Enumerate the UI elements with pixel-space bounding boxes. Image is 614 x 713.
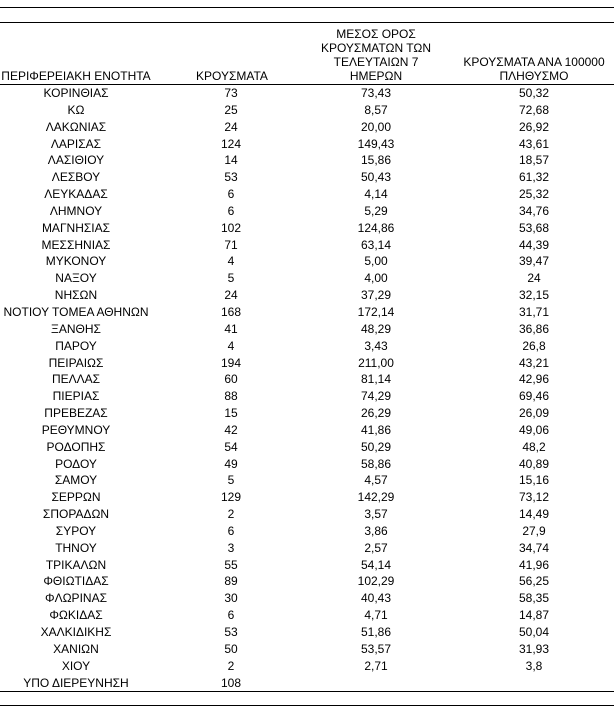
- cell-cases: 108: [220, 675, 242, 690]
- cell-cases: 6: [227, 523, 235, 538]
- cell-per-100k: 50,32: [518, 86, 550, 100]
- table-row: [0, 439, 614, 456]
- table-row: [0, 675, 614, 692]
- table-row: [0, 557, 614, 574]
- cell-region: ΡΕΘΥΜΝΟΥ: [41, 422, 111, 437]
- header-avg-line3: ΤΕΛΕΥΤΑΙΩΝ 7 ΗΜΕΡΩΝ: [333, 55, 419, 83]
- bottom-rule-1: [0, 691, 614, 692]
- table-row: [0, 84, 614, 102]
- table-row: [0, 624, 614, 641]
- cell-region: ΤΗΝΟΥ: [55, 540, 97, 555]
- cell-region: ΦΛΩΡΙΝΑΣ: [45, 591, 107, 606]
- cell-cases: 2: [227, 507, 235, 522]
- cell-region: ΠΑΡΟΥ: [55, 338, 97, 353]
- cell-region: ΡΟΔΟΥ: [55, 456, 97, 471]
- cell-per-100k: 42,96: [518, 372, 550, 387]
- header-region: ΠΕΡΙΦΕΡΕΙΑΚΗ ΕΝΟΤΗΤΑ: [1, 69, 151, 83]
- cell-per-100k: 40,89: [518, 456, 550, 471]
- cell-per-100k: 31,93: [518, 641, 550, 656]
- table-row: [0, 220, 614, 237]
- cell-region: ΛΑΡΙΣΑΣ: [50, 136, 102, 151]
- table-row: [0, 590, 614, 607]
- cell-region: ΜΑΓΝΗΣΙΑΣ: [41, 220, 111, 235]
- cell-avg-7day: 4,57: [364, 473, 388, 488]
- cell-per-100k: 36,86: [518, 321, 550, 336]
- cell-cases: 5: [227, 271, 235, 286]
- cell-per-100k: 69,46: [518, 389, 550, 404]
- cell-avg-7day: 5,00: [364, 254, 388, 269]
- cell-per-100k: 50,04: [518, 625, 550, 639]
- cell-region: ΞΑΝΘΗΣ: [51, 321, 101, 336]
- table-row: [0, 355, 614, 372]
- cell-per-100k: 31,71: [518, 304, 550, 319]
- cell-per-100k: 39,47: [518, 254, 550, 269]
- cell-avg-7day: 26,29: [360, 406, 392, 421]
- cell-cases: 14: [224, 153, 238, 168]
- cell-avg-7day: 211,00: [358, 355, 394, 370]
- cell-avg-7day: 149,43: [357, 136, 395, 151]
- table-row: [0, 253, 614, 270]
- cell-cases: 15: [224, 406, 238, 421]
- cell-region: ΛΗΜΝΟΥ: [49, 203, 103, 218]
- cell-region: ΣΑΜΟΥ: [54, 473, 98, 488]
- table-row: [0, 523, 614, 540]
- cell-avg-7day: 50,43: [360, 170, 392, 185]
- cell-region: ΚΟΡΙΝΘΙΑΣ: [43, 86, 109, 100]
- cell-per-100k: 49,06: [518, 422, 550, 437]
- cell-avg-7day: 53,57: [360, 641, 392, 656]
- cell-per-100k: 48,2: [522, 439, 546, 454]
- cell-per-100k: 18,57: [518, 153, 550, 168]
- table-row: [0, 152, 614, 169]
- cell-cases: 168: [220, 304, 242, 319]
- cell-avg-7day: 4,71: [364, 608, 388, 623]
- cell-cases: 50: [224, 641, 238, 656]
- cell-cases: 24: [224, 288, 238, 303]
- cell-region: ΜΕΣΣΗΝΙΑΣ: [41, 237, 111, 252]
- table-row: [0, 237, 614, 254]
- header-per100k-line1: ΚΡΟΥΣΜΑΤΑ ΑΝΑ 100000: [463, 55, 605, 69]
- cell-cases: 2: [227, 658, 235, 673]
- table-row: [0, 119, 614, 136]
- cell-per-100k: 53,68: [518, 220, 550, 235]
- cell-cases: 42: [224, 422, 238, 437]
- table-row: [0, 472, 614, 489]
- cell-avg-7day: 73,43: [360, 86, 392, 100]
- cell-per-100k: 14,87: [518, 608, 550, 623]
- cell-avg-7day: 2,57: [364, 540, 388, 555]
- cell-per-100k: 44,39: [518, 237, 550, 252]
- header-avg-7day: [308, 27, 444, 83]
- cell-per-100k: 26,92: [518, 119, 550, 134]
- bottom-rule-2: [0, 705, 614, 706]
- cell-per-100k: 34,76: [518, 203, 550, 218]
- header-avg-line1: ΜΕΣΟΣ ΟΡΟΣ: [336, 27, 416, 41]
- cell-cases: 71: [224, 237, 238, 252]
- cell-avg-7day: 3,43: [364, 338, 388, 353]
- table-row: [0, 169, 614, 186]
- cell-region: ΠΕΛΛΑΣ: [51, 372, 101, 387]
- cell-region: ΦΘΙΩΤΙΔΑΣ: [43, 574, 109, 589]
- cell-cases: 6: [227, 187, 235, 202]
- cell-region: ΠΡΕΒΕΖΑΣ: [44, 406, 108, 421]
- table-row: [0, 573, 614, 590]
- table-row: [0, 203, 614, 220]
- cell-avg-7day: 20,00: [360, 119, 392, 134]
- cell-per-100k: 56,25: [518, 574, 550, 589]
- cell-region: ΜΥΚΟΝΟΥ: [45, 254, 107, 269]
- cell-avg-7day: 40,43: [360, 591, 392, 606]
- table-row: [0, 321, 614, 338]
- table-header: [0, 24, 614, 83]
- cell-cases: 49: [224, 456, 238, 471]
- cell-cases: 194: [220, 355, 242, 370]
- table-row: [0, 607, 614, 624]
- cell-per-100k: 61,32: [518, 170, 550, 185]
- cell-avg-7day: 5,29: [364, 203, 388, 218]
- table-row: [0, 270, 614, 287]
- table-row: [0, 102, 614, 119]
- cell-per-100k: 43,21: [518, 355, 550, 370]
- table-row: [0, 405, 614, 422]
- cell-avg-7day: 54,14: [360, 557, 392, 572]
- cell-per-100k: 72,68: [518, 102, 550, 117]
- table-row: [0, 371, 614, 388]
- cell-region: ΣΠΟΡΑΔΩΝ: [42, 507, 110, 522]
- table-row: [0, 136, 614, 153]
- table-row: [0, 641, 614, 658]
- cell-cases: 30: [224, 591, 238, 606]
- table-row: [0, 489, 614, 506]
- table-row: [0, 338, 614, 355]
- cell-region: ΣΕΡΡΩΝ: [51, 490, 101, 505]
- cell-avg-7day: 4,00: [364, 271, 388, 286]
- table-body: [0, 84, 614, 691]
- cell-cases: 3: [227, 540, 235, 555]
- cell-region: ΧΙΟΥ: [61, 658, 91, 673]
- cell-region: ΚΩ: [67, 102, 85, 117]
- cell-cases: 5: [227, 473, 235, 488]
- cell-per-100k: 32,15: [518, 288, 550, 303]
- cell-avg-7day: 74,29: [360, 389, 392, 404]
- cell-avg-7day: 81,14: [360, 372, 392, 387]
- cell-cases: 129: [220, 490, 242, 505]
- cell-per-100k: 43,61: [518, 136, 550, 151]
- table-row: [0, 422, 614, 439]
- cell-cases: 53: [224, 170, 238, 185]
- cell-avg-7day: 37,29: [360, 288, 392, 303]
- cell-per-100k: 58,35: [518, 591, 550, 606]
- header-cases: ΚΡΟΥΣΜΑΤΑ: [196, 69, 268, 83]
- cell-region: ΠΙΕΡΙΑΣ: [52, 389, 100, 404]
- cell-per-100k: 26,8: [522, 338, 546, 353]
- cell-avg-7day: 172,14: [357, 304, 395, 319]
- cell-region: ΠΕΙΡΑΙΩΣ: [48, 355, 104, 370]
- cell-region: ΣΥΡΟΥ: [55, 523, 97, 538]
- table-row: [0, 287, 614, 304]
- cell-cases: 4: [227, 254, 235, 269]
- cell-cases: 24: [224, 119, 238, 134]
- cell-per-100k: 24: [527, 271, 541, 286]
- cell-cases: 6: [227, 203, 235, 218]
- cell-cases: 102: [220, 220, 242, 235]
- cell-per-100k: 14,49: [518, 507, 550, 522]
- cell-avg-7day: 124,86: [357, 220, 395, 235]
- header-per-100k: [458, 55, 610, 83]
- cell-cases: 88: [224, 389, 238, 404]
- cell-region: ΛΑΚΩΝΙΑΣ: [45, 119, 107, 134]
- table-row: [0, 186, 614, 203]
- cell-avg-7day: 41,86: [360, 422, 392, 437]
- cell-cases: 55: [224, 557, 238, 572]
- cell-per-100k: 15,16: [518, 473, 550, 488]
- cell-per-100k: 3,8: [525, 658, 543, 673]
- table-row: [0, 506, 614, 523]
- cell-region: ΛΕΣΒΟΥ: [51, 170, 101, 185]
- cell-avg-7day: 8,57: [364, 102, 388, 117]
- table-row: [0, 456, 614, 473]
- cell-avg-7day: 2,71: [364, 658, 388, 673]
- cell-cases: 4: [227, 338, 235, 353]
- cell-region: ΧΑΝΙΩΝ: [53, 641, 99, 656]
- cell-avg-7day: 51,86: [360, 625, 392, 639]
- cell-region: ΛΕΥΚΑΔΑΣ: [44, 187, 108, 202]
- cell-avg-7day: 142,29: [357, 490, 395, 505]
- cell-avg-7day: 15,86: [360, 153, 392, 168]
- cell-cases: 53: [224, 625, 238, 639]
- cell-cases: 89: [224, 574, 238, 589]
- cell-region: ΝΑΞΟΥ: [55, 271, 97, 286]
- cell-cases: 60: [224, 372, 238, 387]
- cell-region: ΡΟΔΟΠΗΣ: [46, 439, 106, 454]
- header-per100k-line2: ΠΛΗΘΥΣΜΟ: [499, 69, 569, 83]
- cell-region: ΧΑΛΚΙΔΙΚΗΣ: [40, 625, 112, 639]
- table-row: [0, 540, 614, 557]
- cell-avg-7day: 50,29: [360, 439, 392, 454]
- cell-avg-7day: 102,29: [357, 574, 395, 589]
- cell-avg-7day: 63,14: [360, 237, 392, 252]
- top-rule-2: [0, 22, 614, 23]
- cell-per-100k: 73,12: [518, 490, 550, 505]
- cell-cases: 41: [224, 321, 238, 336]
- cell-per-100k: 26,09: [518, 406, 550, 421]
- cell-cases: 124: [220, 136, 242, 151]
- header-avg-line2: ΚΡΟΥΣΜΑΤΩΝ ΤΩΝ: [320, 41, 432, 55]
- cell-avg-7day: 3,86: [364, 523, 388, 538]
- cell-per-100k: 34,74: [518, 540, 550, 555]
- table-row: [0, 388, 614, 405]
- cell-region: ΤΡΙΚΑΛΩΝ: [45, 557, 107, 572]
- cell-region: ΛΑΣΙΘΙΟΥ: [47, 153, 105, 168]
- cell-region: ΝΟΤΙΟΥ ΤΟΜΕΑ ΑΘΗΝΩΝ: [3, 304, 149, 319]
- cell-avg-7day: 4,14: [364, 187, 388, 202]
- cell-per-100k: 41,96: [518, 557, 550, 572]
- cell-cases: 6: [227, 608, 235, 623]
- cell-region: ΥΠΟ ΔΙΕΡΕΥΝΗΣΗ: [23, 675, 129, 690]
- cell-per-100k: 25,32: [518, 187, 550, 202]
- cell-region: ΦΩΚΙΔΑΣ: [49, 608, 103, 623]
- cell-cases: 25: [224, 102, 238, 117]
- cell-avg-7day: 3,57: [364, 507, 388, 522]
- cell-avg-7day: 58,86: [360, 456, 392, 471]
- cell-avg-7day: 48,29: [360, 321, 392, 336]
- cell-per-100k: 27,9: [522, 523, 546, 538]
- cell-cases: 73: [224, 86, 238, 100]
- cell-region: ΝΗΣΩΝ: [54, 288, 98, 303]
- cell-cases: 54: [224, 439, 238, 454]
- table-row: [0, 658, 614, 675]
- table-row: [0, 304, 614, 321]
- top-rule-1: [0, 7, 614, 8]
